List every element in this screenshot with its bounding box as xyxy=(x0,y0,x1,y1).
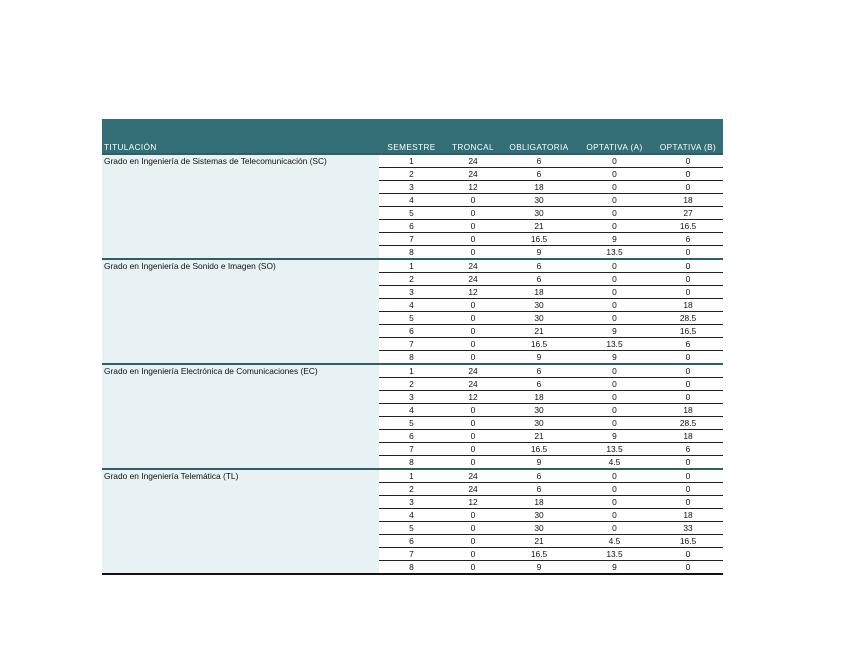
semestre-cell: 2 xyxy=(379,378,444,391)
obligatoria-cell: 30 xyxy=(502,299,576,312)
obligatoria-cell: 16.5 xyxy=(502,233,576,246)
header-row xyxy=(102,119,723,154)
optativa-a-cell: 0 xyxy=(576,509,653,522)
optativa-b-cell: 6 xyxy=(653,338,723,351)
obligatoria-cell: 30 xyxy=(502,312,576,325)
troncal-cell: 24 xyxy=(444,378,502,391)
obligatoria-cell: 6 xyxy=(502,378,576,391)
header-optativa-a: OPTATIVA (A) xyxy=(576,119,653,154)
optativa-b-cell: 6 xyxy=(653,443,723,456)
semestre-cell: 6 xyxy=(379,220,444,233)
troncal-cell: 0 xyxy=(444,194,502,207)
table-row xyxy=(102,364,723,378)
table-row xyxy=(102,154,723,168)
obligatoria-cell: 9 xyxy=(502,351,576,365)
optativa-b-cell: 0 xyxy=(653,456,723,470)
optativa-b-cell: 33 xyxy=(653,522,723,535)
optativa-b-cell: 27 xyxy=(653,207,723,220)
troncal-cell: 0 xyxy=(444,535,502,548)
optativa-b-cell: 0 xyxy=(653,273,723,286)
troncal-cell: 0 xyxy=(444,456,502,470)
obligatoria-cell: 16.5 xyxy=(502,443,576,456)
obligatoria-cell: 6 xyxy=(502,469,576,483)
semestre-cell: 4 xyxy=(379,509,444,522)
obligatoria-cell: 21 xyxy=(502,430,576,443)
semestre-cell: 7 xyxy=(379,338,444,351)
optativa-a-cell: 0 xyxy=(576,391,653,404)
optativa-b-cell: 6 xyxy=(653,233,723,246)
header-optativa-b: OPTATIVA (B) xyxy=(653,119,723,154)
semestre-cell: 1 xyxy=(379,364,444,378)
semestre-cell: 2 xyxy=(379,273,444,286)
obligatoria-cell: 21 xyxy=(502,325,576,338)
troncal-cell: 0 xyxy=(444,509,502,522)
optativa-b-cell: 16.5 xyxy=(653,535,723,548)
obligatoria-cell: 30 xyxy=(502,404,576,417)
troncal-cell: 0 xyxy=(444,548,502,561)
optativa-b-cell: 0 xyxy=(653,168,723,181)
troncal-cell: 0 xyxy=(444,404,502,417)
optativa-a-cell: 0 xyxy=(576,417,653,430)
titulacion-cell: Grado en Ingeniería Telemática (TL) xyxy=(102,469,379,574)
optativa-a-cell: 0 xyxy=(576,378,653,391)
obligatoria-cell: 30 xyxy=(502,194,576,207)
obligatoria-cell: 21 xyxy=(502,220,576,233)
troncal-cell: 0 xyxy=(444,522,502,535)
obligatoria-cell: 30 xyxy=(502,522,576,535)
semestre-cell: 1 xyxy=(379,469,444,483)
optativa-a-cell: 13.5 xyxy=(576,548,653,561)
obligatoria-cell: 6 xyxy=(502,168,576,181)
optativa-b-cell: 0 xyxy=(653,364,723,378)
table-header xyxy=(102,119,723,154)
troncal-cell: 24 xyxy=(444,469,502,483)
optativa-a-cell: 9 xyxy=(576,233,653,246)
optativa-a-cell: 0 xyxy=(576,194,653,207)
optativa-b-cell: 0 xyxy=(653,378,723,391)
optativa-a-cell: 0 xyxy=(576,312,653,325)
troncal-cell: 0 xyxy=(444,246,502,260)
optativa-b-cell: 0 xyxy=(653,246,723,260)
semestre-cell: 4 xyxy=(379,194,444,207)
semestre-cell: 5 xyxy=(379,207,444,220)
semestre-cell: 2 xyxy=(379,168,444,181)
optativa-a-cell: 9 xyxy=(576,351,653,365)
obligatoria-cell: 16.5 xyxy=(502,338,576,351)
obligatoria-cell: 6 xyxy=(502,154,576,168)
optativa-a-cell: 0 xyxy=(576,220,653,233)
obligatoria-cell: 9 xyxy=(502,561,576,575)
titulacion-cell: Grado en Ingeniería de Sistemas de Telecomunicación (SC) xyxy=(102,154,379,259)
obligatoria-cell: 16.5 xyxy=(502,548,576,561)
obligatoria-cell: 18 xyxy=(502,286,576,299)
semestre-cell: 8 xyxy=(379,246,444,260)
troncal-cell: 0 xyxy=(444,325,502,338)
optativa-a-cell: 0 xyxy=(576,259,653,273)
optativa-a-cell: 13.5 xyxy=(576,443,653,456)
troncal-cell: 0 xyxy=(444,443,502,456)
optativa-b-cell: 28.5 xyxy=(653,417,723,430)
optativa-a-cell: 0 xyxy=(576,286,653,299)
troncal-cell: 0 xyxy=(444,312,502,325)
semestre-cell: 5 xyxy=(379,417,444,430)
titulacion-cell: Grado en Ingeniería Electrónica de Comunicaciones (EC) xyxy=(102,364,379,469)
obligatoria-cell: 9 xyxy=(502,246,576,260)
optativa-b-cell: 16.5 xyxy=(653,220,723,233)
troncal-cell: 0 xyxy=(444,299,502,312)
semestre-cell: 3 xyxy=(379,181,444,194)
semestre-cell: 7 xyxy=(379,233,444,246)
semestre-cell: 7 xyxy=(379,548,444,561)
optativa-a-cell: 9 xyxy=(576,561,653,575)
optativa-a-cell: 0 xyxy=(576,522,653,535)
optativa-a-cell: 13.5 xyxy=(576,246,653,260)
obligatoria-cell: 18 xyxy=(502,391,576,404)
optativa-b-cell: 0 xyxy=(653,259,723,273)
obligatoria-cell: 6 xyxy=(502,364,576,378)
semestre-cell: 7 xyxy=(379,443,444,456)
header-titulacion: TITULACIÓN xyxy=(102,119,379,154)
optativa-b-cell: 0 xyxy=(653,483,723,496)
optativa-b-cell: 18 xyxy=(653,404,723,417)
semestre-cell: 8 xyxy=(379,456,444,470)
troncal-cell: 24 xyxy=(444,154,502,168)
optativa-a-cell: 0 xyxy=(576,364,653,378)
optativa-b-cell: 0 xyxy=(653,391,723,404)
optativa-b-cell: 18 xyxy=(653,430,723,443)
table-row xyxy=(102,259,723,273)
troncal-cell: 12 xyxy=(444,496,502,509)
optativa-b-cell: 28.5 xyxy=(653,312,723,325)
semestre-cell: 5 xyxy=(379,312,444,325)
semestre-cell: 4 xyxy=(379,299,444,312)
optativa-b-cell: 0 xyxy=(653,496,723,509)
obligatoria-cell: 18 xyxy=(502,496,576,509)
semestre-cell: 3 xyxy=(379,391,444,404)
troncal-cell: 12 xyxy=(444,391,502,404)
optativa-a-cell: 9 xyxy=(576,325,653,338)
obligatoria-cell: 9 xyxy=(502,456,576,470)
troncal-cell: 0 xyxy=(444,351,502,365)
troncal-cell: 0 xyxy=(444,561,502,575)
optativa-a-cell: 0 xyxy=(576,273,653,286)
optativa-b-cell: 16.5 xyxy=(653,325,723,338)
troncal-cell: 0 xyxy=(444,207,502,220)
troncal-cell: 12 xyxy=(444,181,502,194)
optativa-b-cell: 0 xyxy=(653,286,723,299)
semestre-cell: 5 xyxy=(379,522,444,535)
obligatoria-cell: 6 xyxy=(502,483,576,496)
troncal-cell: 24 xyxy=(444,483,502,496)
optativa-a-cell: 9 xyxy=(576,430,653,443)
optativa-a-cell: 0 xyxy=(576,207,653,220)
optativa-a-cell: 13.5 xyxy=(576,338,653,351)
troncal-cell: 24 xyxy=(444,364,502,378)
obligatoria-cell: 18 xyxy=(502,181,576,194)
optativa-b-cell: 0 xyxy=(653,548,723,561)
obligatoria-cell: 30 xyxy=(502,417,576,430)
semestre-cell: 6 xyxy=(379,430,444,443)
optativa-a-cell: 0 xyxy=(576,154,653,168)
troncal-cell: 24 xyxy=(444,259,502,273)
optativa-b-cell: 18 xyxy=(653,194,723,207)
semestre-cell: 2 xyxy=(379,483,444,496)
semestre-cell: 8 xyxy=(379,561,444,575)
obligatoria-cell: 6 xyxy=(502,273,576,286)
obligatoria-cell: 21 xyxy=(502,535,576,548)
header-semestre: SEMESTRE xyxy=(379,119,444,154)
semestre-cell: 3 xyxy=(379,286,444,299)
troncal-cell: 0 xyxy=(444,338,502,351)
titulacion-cell: Grado en Ingeniería de Sonido e Imagen (SO) xyxy=(102,259,379,364)
optativa-a-cell: 0 xyxy=(576,496,653,509)
optativa-b-cell: 18 xyxy=(653,299,723,312)
header-troncal: TRONCAL xyxy=(444,119,502,154)
semestre-cell: 1 xyxy=(379,259,444,273)
optativa-b-cell: 0 xyxy=(653,351,723,365)
troncal-cell: 0 xyxy=(444,417,502,430)
optativa-a-cell: 0 xyxy=(576,483,653,496)
troncal-cell: 0 xyxy=(444,220,502,233)
optativa-a-cell: 0 xyxy=(576,469,653,483)
troncal-cell: 24 xyxy=(444,273,502,286)
semestre-cell: 3 xyxy=(379,496,444,509)
obligatoria-cell: 30 xyxy=(502,509,576,522)
optativa-b-cell: 0 xyxy=(653,181,723,194)
optativa-b-cell: 0 xyxy=(653,561,723,575)
table-row xyxy=(102,469,723,483)
troncal-cell: 0 xyxy=(444,233,502,246)
semestre-cell: 4 xyxy=(379,404,444,417)
optativa-a-cell: 0 xyxy=(576,404,653,417)
semestre-cell: 8 xyxy=(379,351,444,365)
optativa-a-cell: 0 xyxy=(576,168,653,181)
semestre-cell: 6 xyxy=(379,535,444,548)
header-obligatoria: OBLIGATORIA xyxy=(502,119,576,154)
semestre-cell: 1 xyxy=(379,154,444,168)
optativa-a-cell: 4.5 xyxy=(576,535,653,548)
troncal-cell: 12 xyxy=(444,286,502,299)
optativa-b-cell: 0 xyxy=(653,154,723,168)
troncal-cell: 24 xyxy=(444,168,502,181)
credits-table xyxy=(102,119,723,575)
semestre-cell: 6 xyxy=(379,325,444,338)
optativa-b-cell: 0 xyxy=(653,469,723,483)
table-body xyxy=(102,154,723,574)
optativa-b-cell: 18 xyxy=(653,509,723,522)
optativa-a-cell: 4.5 xyxy=(576,456,653,470)
troncal-cell: 0 xyxy=(444,430,502,443)
optativa-a-cell: 0 xyxy=(576,181,653,194)
obligatoria-cell: 6 xyxy=(502,259,576,273)
optativa-a-cell: 0 xyxy=(576,299,653,312)
obligatoria-cell: 30 xyxy=(502,207,576,220)
